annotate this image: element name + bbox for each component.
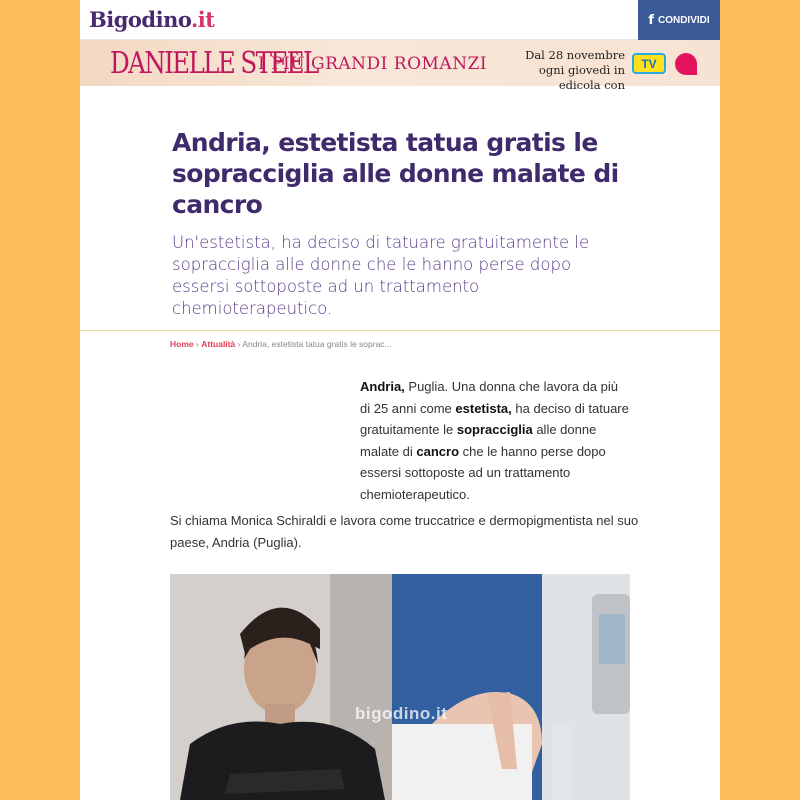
logo-tld: .it <box>190 7 215 32</box>
image-watermark: bigodino.it <box>355 704 448 723</box>
site-logo[interactable] <box>89 7 214 32</box>
article-image[interactable] <box>170 574 630 800</box>
publisher-logo-icon <box>675 53 697 75</box>
logo-name: Bigodino <box>89 7 191 32</box>
facebook-icon: f <box>648 12 654 28</box>
article-lead <box>360 376 630 505</box>
top-bar <box>80 0 720 40</box>
article-page <box>80 0 720 800</box>
facebook-share-button[interactable] <box>638 0 720 40</box>
lead-bold-4: cancro <box>416 443 460 459</box>
tv-logo: TV <box>632 53 666 74</box>
breadcrumb-category[interactable]: Attualità <box>201 339 236 349</box>
hospital-photo <box>392 574 630 800</box>
share-label: CONDIVIDI <box>657 14 710 26</box>
lead-bold-3: sopracciglia <box>456 422 533 437</box>
breadcrumb <box>170 339 392 349</box>
divider <box>80 330 720 331</box>
lead-text-3: alle donne malate di <box>360 422 597 459</box>
lead-bold-2: estetista, <box>455 400 512 416</box>
article-subtitle: Un'estetista, ha deciso di tatuare gratuitamente le sopracciglia alle donne che le hanno perse dopo essersi sottoposte ad un trattamento chemioterapeutico. <box>172 233 590 318</box>
breadcrumb-current: Andria, estetista tatua gratis le soprac... <box>242 339 392 349</box>
lead-text-1: Puglia. Una donna che lavora da più di 25 anni come <box>360 379 619 416</box>
portrait-photo <box>170 574 392 800</box>
ad-banner[interactable] <box>80 40 720 92</box>
lead-text-2: ha deciso di tatuare gratuitamente le <box>360 400 629 437</box>
ad-brand: DANIELLE STEEL <box>110 46 318 81</box>
ad-tagline: I PIÙ GRANDI ROMANZI <box>258 54 488 74</box>
breadcrumb-home[interactable]: Home <box>170 339 194 349</box>
article-paragraph: Si chiama Monica Schiraldi e lavora come truccatrice e dermopigmentista nel suo paese, Andria (Puglia). <box>170 513 639 550</box>
breadcrumb-separator: › <box>237 339 241 349</box>
ad-date-text: Dal 28 novembre ogni giovedì in edicola con <box>525 48 625 92</box>
lead-text-4: che le hanno perse dopo essersi sottoposte ad un trattamento chemioterapeutico. <box>360 443 606 502</box>
breadcrumb-separator: › <box>196 339 199 349</box>
lead-bold-1: Andria, <box>360 379 405 394</box>
article-title: Andria, estetista tatua gratis le sopracciglia alle donne malate di cancro <box>172 128 619 219</box>
